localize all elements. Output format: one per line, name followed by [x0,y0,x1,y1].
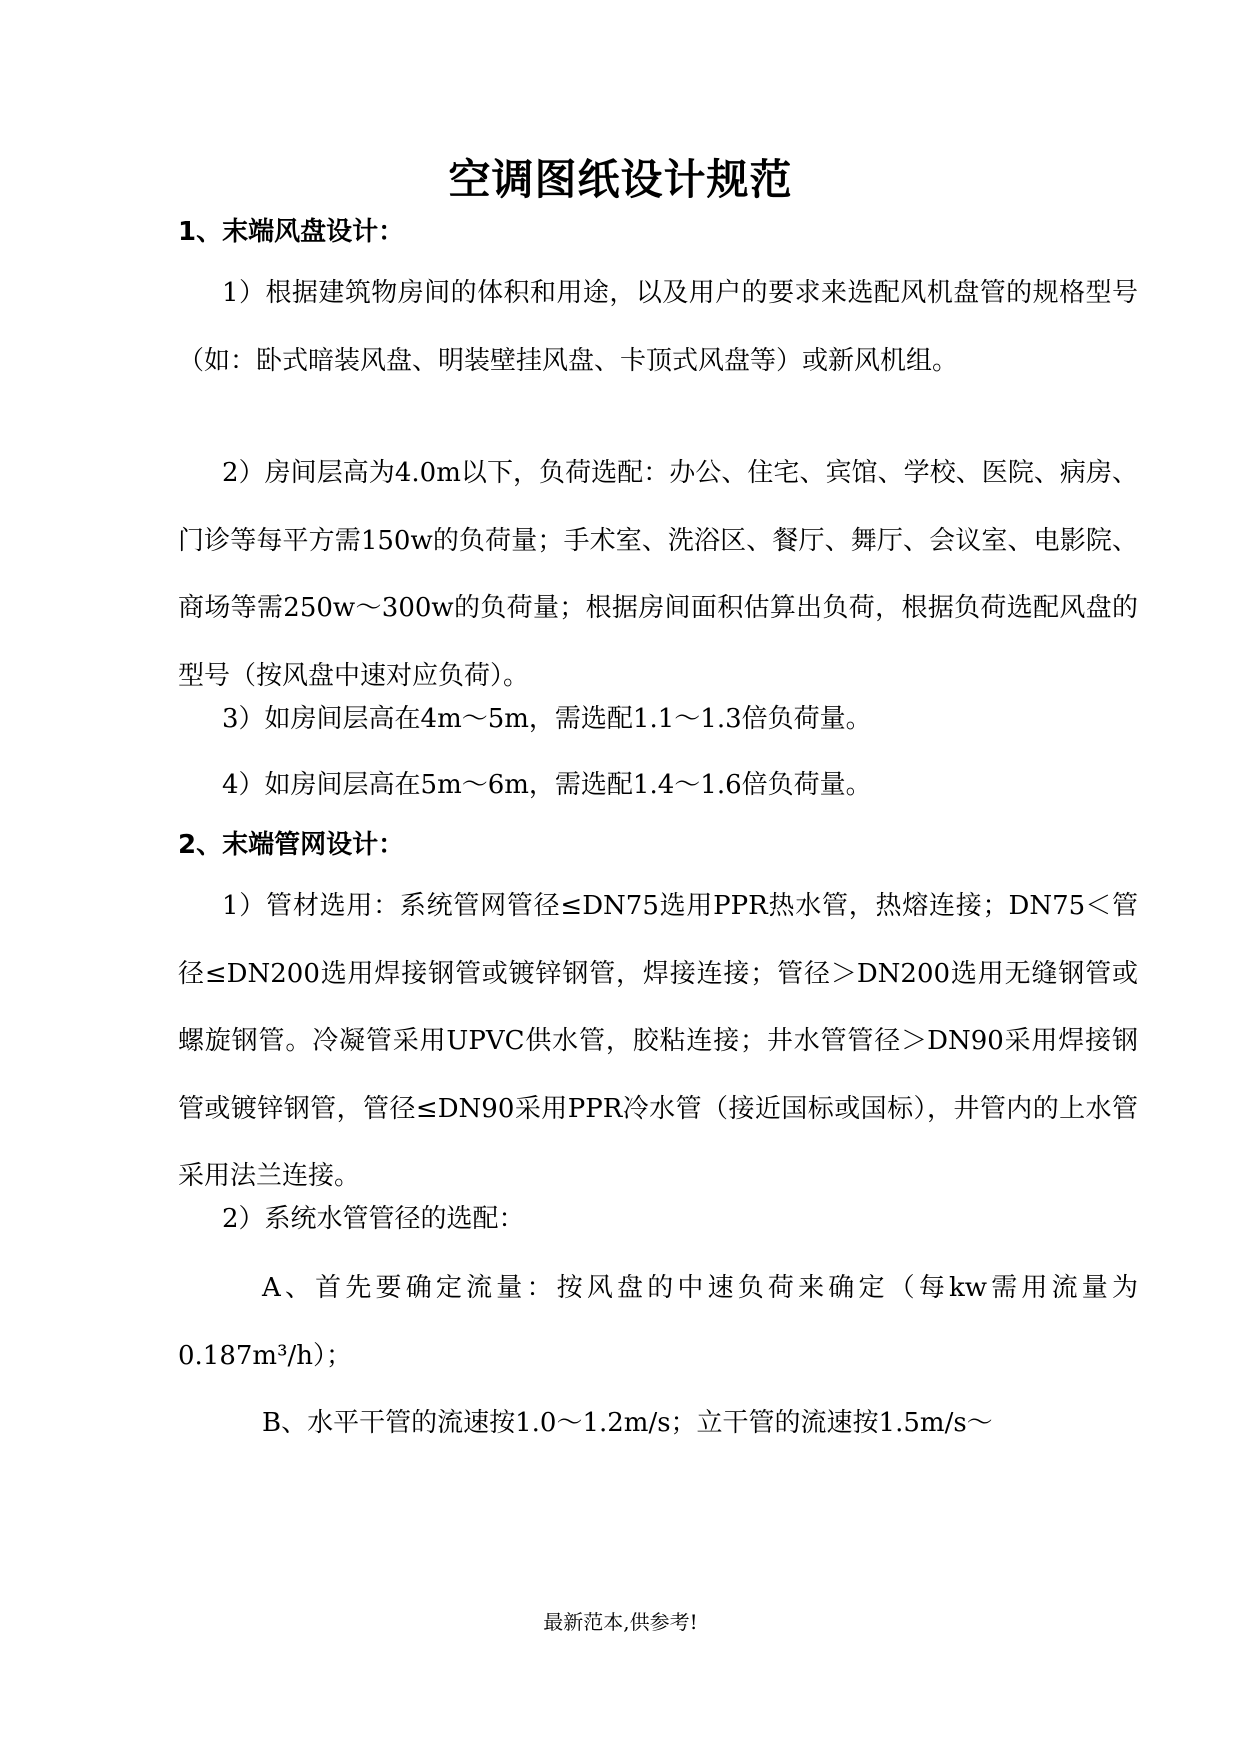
section-1-paragraph-4: 4）如房间层高在5m～6m，需选配1.4～1.6倍负荷量。 [222,770,872,800]
section-2-heading: 2、末端管网设计： [178,830,405,860]
section-1-paragraph-3: 3）如房间层高在4m～5m，需选配1.1～1.3倍负荷量。 [222,704,872,734]
section-1-paragraph-2: 2）房间层高为4.0m以下，负荷选配：办公、住宅、宾馆、学校、医院、病房、门诊等每平方需150w的负荷量；手术室、洗浴区、餐厅、舞厅、会议室、电影院、商场等需250w～300w的负荷量；根据房间面积估算出负荷，根据负荷选配风盘的型号（按风盘中速对应负荷）。 [178,458,1138,691]
section-2-paragraph-1: 1）管材选用：系统管网管径≤DN75选用PPR热水管，热熔连接；DN75＜管径≤DN200选用焊接钢管或镀锌钢管，焊接连接；管径＞DN200选用无缝钢管或螺旋钢管。冷凝管采用UPVC供水管，胶粘连接；井水管管径＞DN90采用焊接钢管或镀锌钢管，管径≤DN90采用PPR冷水管（接近国标或国标），井管内的上水管采用法兰连接。 [178,891,1138,1191]
document-title: 空调图纸设计规范 [448,155,793,204]
section-2-sub-paragraph-a: A、首先要确定流量：按风盘的中速负荷来确定（每kw需用流量为0.187m³/h）； [178,1273,1138,1371]
section-1-paragraph-1: 1）根据建筑物房间的体积和用途，以及用户的要求来选配风机盘管的规格型号（如：卧式暗装风盘、明装壁挂风盘、卡顶式风盘等）或新风机组。 [178,278,1138,376]
section-1-heading: 1、末端风盘设计： [178,217,405,247]
section-2-sub-paragraph-b: B、水平干管的流速按1.0～1.2m/s；立干管的流速按1.5m/s～ [262,1408,993,1438]
section-2-paragraph-2: 2）系统水管管径的选配： [222,1204,525,1234]
page-footer: 最新范本,供参考! [543,1610,698,1634]
